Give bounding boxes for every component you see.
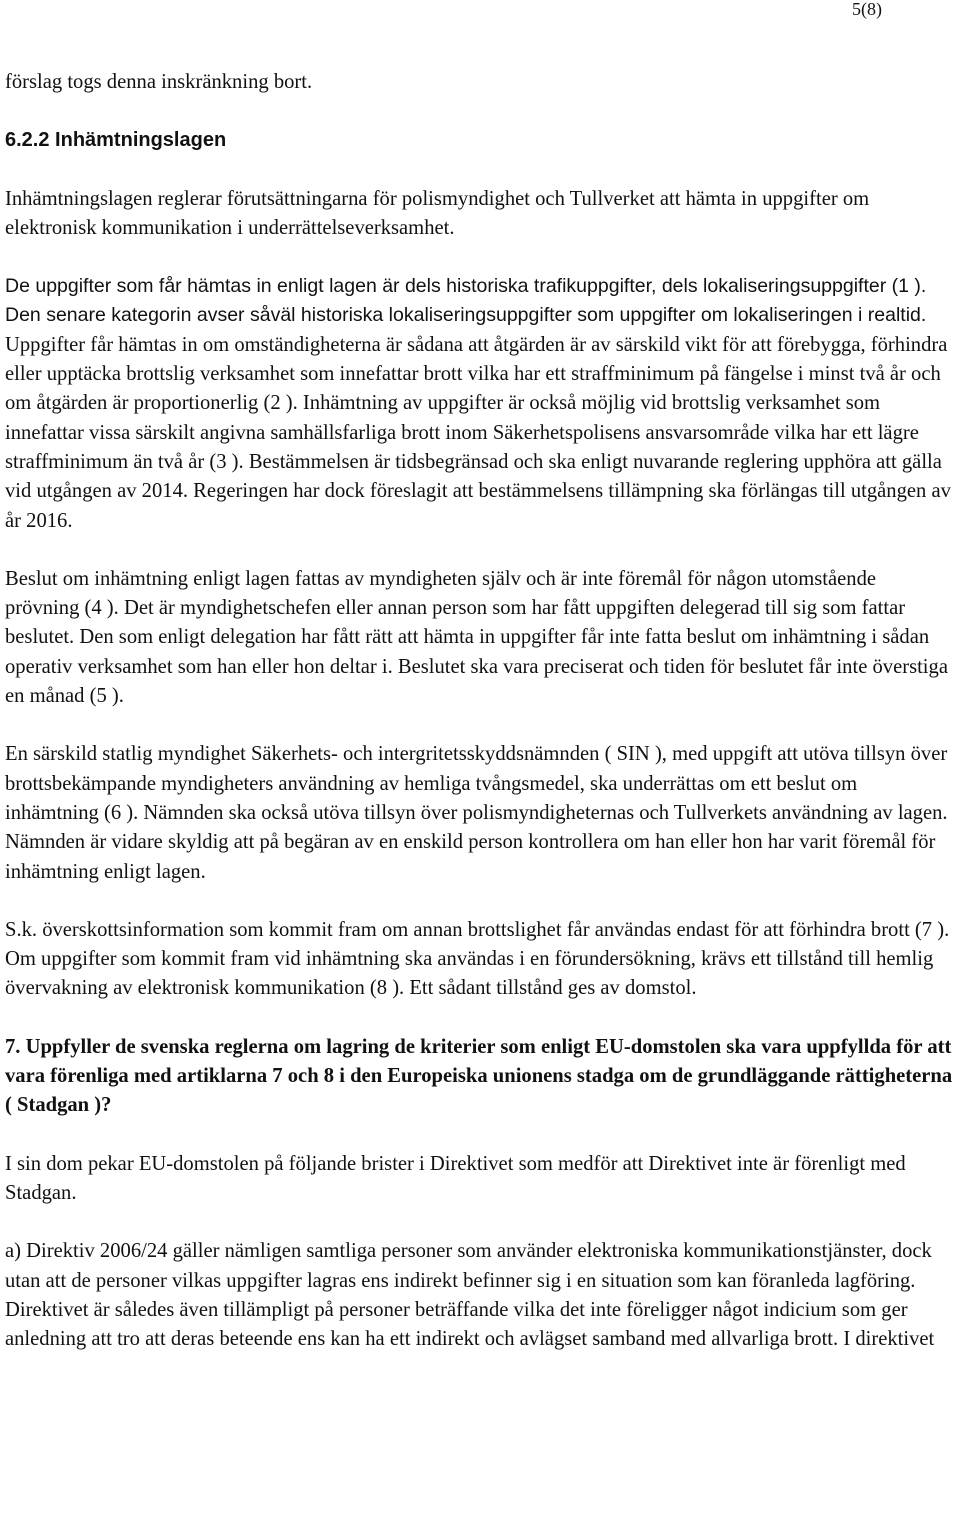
section-heading: 7. Uppfyller de svenska reglerna om lagring de kriterier som enligt EU-domstolen ska vara uppfyllda för att vara förenliga med artiklarna 7 och 8 i den Europeiska unionens stadga om de grundläggande rättigheterna ( Stadgan )? bbox=[5, 1035, 953, 1117]
section-heading: 6.2.2 Inhämtningslagen bbox=[5, 129, 227, 152]
page-number: 5(8) bbox=[852, 0, 882, 19]
paragraph: Beslut om inhämtning enligt lagen fattas av myndigheten själv och är inte föremål för någon utomstående prövning (4 ). Det är myndighetschefen eller annan person som har fått uppgiften delegerad till sig som fattar beslutet. Den som enligt delegation har fått rätt att hämta in uppgifter får inte fatta beslut om inhämtning i sådan operativ verksamhet som han eller hon deltar i. Beslutet ska vara preciserat och tiden för beslutet får inte överstiga en månad (5 ). bbox=[5, 567, 948, 708]
paragraph-serif-part: Uppgifter får hämtas in om omständigheterna är sådana att åtgärden är av särskild vikt för att förebygga, förhindra eller upptäcka brottslig verksamhet som innefattar brott vilka har ett straffminimum på fängelse i minst två år och om åtgärden är proportionerlig (2 ). Inhämtning av uppgifter är också möjlig vid brottslig verksamhet som innefattar vissa särskilt angivna samhällsfarliga brott inom Säkerhetspolisens ansvarsområde vilka har ett lägre straffminimum än två år (3 ). Bestämmelsen är tidsbegränsad och ska enligt nuvarande reglering upphöra att gälla vid utgången av 2014. Regeringen har dock föreslagit att bestämmelsens tillämpning ska förlängas till utgången av år 2016. bbox=[5, 333, 951, 532]
paragraph: I sin dom pekar EU-domstolen på följande brister i Direktivet som medför att Direktivet inte är förenligt med Stadgan. bbox=[5, 1152, 906, 1204]
paragraph: En särskild statlig myndighet Säkerhets- och intergritetsskyddsnämnden ( SIN ), med uppgift att utöva tillsyn över brottsbekämpande myndigheters användning av hemliga tvångsmedel, ska underrättas om ett beslut om inhämtning (6 ). Nämnden ska också utöva tillsyn över polismyndigheternas och Tullverkets användning av lagen. Nämnden är vidare skyldig att på begäran av en enskild person kontrollera om han eller hon har varit föremål för inhämtning enligt lagen. bbox=[5, 743, 948, 883]
paragraph: Inhämtningslagen reglerar förutsättningarna för polismyndighet och Tullverket att hämta in uppgifter om elektronisk kommunikation i underrättelseverksamhet. bbox=[5, 187, 870, 239]
paragraph: S.k. överskottsinformation som kommit fram om annan brottslighet får användas endast för att förhindra brott (7 ). Om uppgifter som kommit fram vid inhämtning ska användas i en förundersökning, krävs ett tillstånd till hemlig övervakning av elektronisk kommunikation (8 ). Ett sådant tillstånd ges av domstol. bbox=[5, 918, 950, 1000]
document-body bbox=[5, 68, 955, 1383]
paragraph: a) Direktiv 2006/24 gäller nämligen samtliga personer som använder elektroniska kommunikationstjänster, dock utan att de personer vilkas uppgifter lagras ens indirekt befinner sig i en situation som kan föranleda lagföring. Direktivet är således även tillämpligt på personer beträffande vilka det inte föreligger något indicium som ger anledning att tro att deras beteende ens kan ha ett indirekt och avlägset samband med allvarliga brott. I direktivet bbox=[5, 1240, 935, 1351]
paragraph bbox=[5, 272, 955, 536]
paragraph: förslag togs denna inskränkning bort. bbox=[5, 71, 313, 93]
paragraph-sans-part: De uppgifter som får hämtas in enligt lagen är dels historiska trafikuppgifter, dels lokaliseringsuppgifter (1 ). Den senare kategorin avser såväl historiska lokaliseringsuppgifter som uppgifter om lokaliseringen i realtid. bbox=[5, 275, 927, 327]
